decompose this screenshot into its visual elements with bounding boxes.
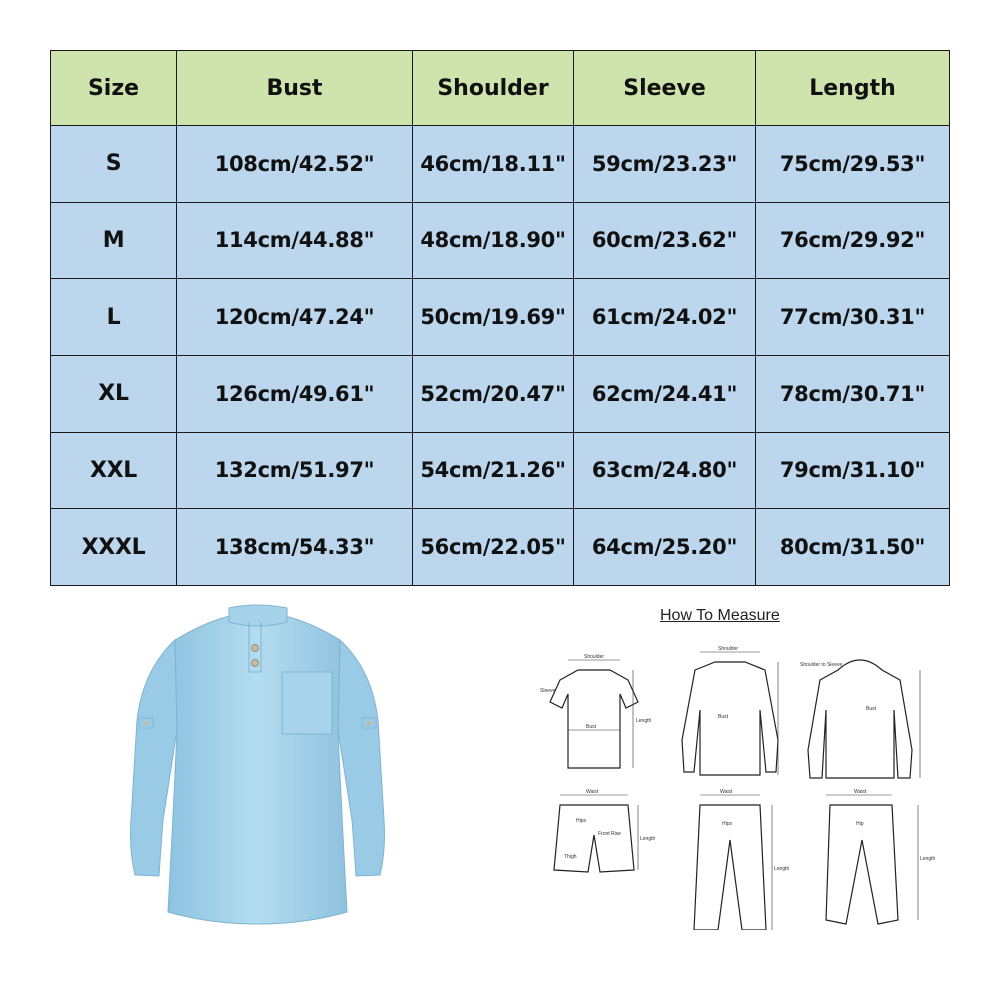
label-thigh: Thigh [564,854,577,860]
header-bust: Bust [177,51,413,126]
header-sleeve: Sleeve [574,51,756,126]
label-front-rise: Front Rise [598,831,622,837]
label-sleeve-tshirt: Sleeve [540,688,556,694]
sleeve-cell: 62cm/24.41" [574,355,756,432]
how-to-measure-diagram [520,600,950,930]
label-length-tshirt: Length [636,718,652,724]
label-waist-joggers: Waist [854,789,867,795]
label-hip-joggers: Hip [856,821,864,827]
label-hips-pants: Hips [722,821,733,827]
label-waist-pants: Waist [720,789,733,795]
size-cell: L [51,279,177,356]
length-cell: 79cm/31.10" [756,432,950,509]
bust-cell: 132cm/51.97" [177,432,413,509]
size-cell: M [51,202,177,279]
size-cell: XXXL [51,509,177,586]
bust-cell: 108cm/42.52" [177,126,413,203]
length-cell: 75cm/29.53" [756,126,950,203]
sleeve-cell: 61cm/24.02" [574,279,756,356]
table-row [51,279,950,356]
bust-cell: 138cm/54.33" [177,509,413,586]
length-cell: 77cm/30.31" [756,279,950,356]
table-row [51,355,950,432]
label-waist-shorts: Waist [586,789,599,795]
shoulder-cell: 46cm/18.11" [413,126,574,203]
length-cell: 78cm/30.71" [756,355,950,432]
size-cell: XL [51,355,177,432]
size-cell: XXL [51,432,177,509]
shoulder-cell: 48cm/18.90" [413,202,574,279]
label-bust-hoodie: Bust [866,706,877,712]
shoulder-cell: 50cm/19.69" [413,279,574,356]
label-bust-tshirt: Bust [586,724,597,730]
label-shoulder-to-sleeve: Shoulder to Sleeve [800,662,843,668]
shoulder-cell: 56cm/22.05" [413,509,574,586]
header-size: Size [51,51,177,126]
table-row [51,126,950,203]
table-row [51,432,950,509]
sleeve-cell: 63cm/24.80" [574,432,756,509]
table-row [51,509,950,586]
label-length-pants: Length [774,866,790,872]
measure-figures [520,630,950,930]
bust-cell: 114cm/44.88" [177,202,413,279]
header-shoulder: Shoulder [413,51,574,126]
size-cell: S [51,126,177,203]
bust-cell: 120cm/47.24" [177,279,413,356]
sleeve-cell: 60cm/23.62" [574,202,756,279]
label-shoulder-shirt: Shoulder [718,646,739,652]
header-length: Length [756,51,950,126]
shoulder-cell: 54cm/21.26" [413,432,574,509]
length-cell: 80cm/31.50" [756,509,950,586]
table-row [51,202,950,279]
product-image-shirt [125,600,390,928]
label-length-joggers: Length [920,856,936,862]
label-hips-shorts: Hips [576,818,587,824]
table-header-row [51,51,950,126]
sleeve-cell: 64cm/25.20" [574,509,756,586]
how-to-measure-title: How To Measure [660,607,780,624]
shirt-illustration [125,600,390,928]
length-cell: 76cm/29.92" [756,202,950,279]
size-chart-table [50,50,950,586]
label-shoulder-tshirt: Shoulder [584,654,605,660]
label-bust-shirt: Bust [718,714,729,720]
shoulder-cell: 52cm/20.47" [413,355,574,432]
label-length-shorts: Length [640,836,656,842]
bust-cell: 126cm/49.61" [177,355,413,432]
sleeve-cell: 59cm/23.23" [574,126,756,203]
